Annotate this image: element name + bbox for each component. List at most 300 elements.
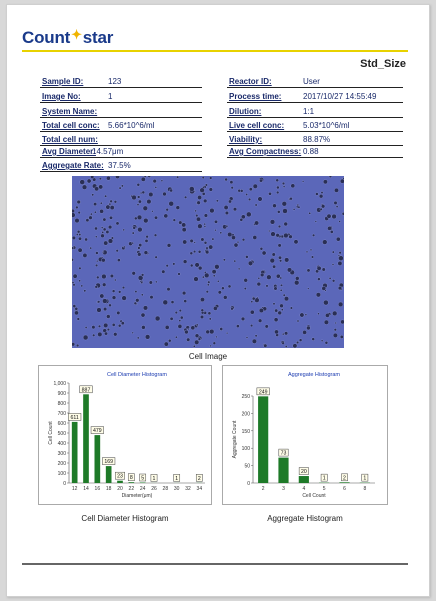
- cell-dot: [293, 344, 297, 348]
- cell-dot: [271, 232, 276, 237]
- cell-dot: [173, 219, 176, 222]
- x-tick-label: 14: [83, 486, 89, 492]
- cell-dot: [233, 207, 237, 211]
- cell-dot: [96, 260, 98, 262]
- cell-dot: [148, 176, 151, 178]
- data-label: 20: [300, 469, 307, 476]
- info-row: [40, 120, 202, 132]
- data-label: 5: [141, 475, 145, 482]
- cell-dot: [274, 330, 278, 334]
- info-row: [227, 120, 403, 132]
- cell-dot: [106, 230, 109, 233]
- cell-dot: [251, 301, 253, 303]
- cell-dot: [338, 261, 342, 265]
- cell-dot: [209, 188, 213, 192]
- info-value: 123: [108, 77, 122, 86]
- info-value: 0.88: [303, 147, 319, 156]
- cell-dot: [86, 219, 89, 222]
- cell-dot: [231, 236, 235, 240]
- x-axis-label: Cell Count: [302, 493, 326, 499]
- cell-dot: [264, 344, 268, 348]
- cell-dot: [266, 285, 269, 288]
- cell-dot: [332, 279, 335, 282]
- cell-dot: [73, 305, 76, 308]
- cell-dot: [119, 187, 121, 189]
- cell-dot: [96, 276, 99, 279]
- cell-dot: [133, 226, 136, 229]
- cell-dot: [79, 233, 81, 235]
- cell-dot: [236, 325, 239, 328]
- cell-dot: [231, 307, 234, 310]
- cell-dot: [283, 294, 285, 296]
- cell-dot: [285, 345, 287, 347]
- cell-dot: [115, 176, 119, 179]
- cell-dot: [320, 208, 323, 211]
- cell-dot: [145, 335, 150, 340]
- cell-dot: [81, 285, 83, 287]
- cell-dot: [171, 301, 174, 304]
- data-label: 1: [152, 475, 156, 482]
- cell-dot: [334, 188, 338, 192]
- cell-dot: [155, 281, 157, 283]
- cell-dot: [107, 328, 110, 331]
- cell-image-caption: Cell Image: [188, 352, 228, 361]
- cell-dot: [319, 194, 323, 198]
- info-label: Total cell num:: [42, 135, 98, 144]
- cell-dot: [137, 196, 140, 199]
- cell-dot: [255, 335, 257, 337]
- cell-dot: [99, 185, 103, 189]
- cell-dot: [163, 192, 167, 196]
- cell-dot: [180, 316, 183, 319]
- logo-text-left: Count: [22, 28, 71, 47]
- info-label: Sample ID:: [42, 77, 84, 86]
- bar: [117, 481, 123, 483]
- cell-dot: [84, 290, 86, 292]
- cell-dot: [132, 195, 137, 200]
- cell-dot: [175, 336, 177, 338]
- cell-dot: [212, 238, 214, 240]
- cell-dot: [272, 265, 275, 268]
- cell-dot: [299, 339, 302, 342]
- cell-dot: [189, 187, 194, 192]
- cell-dot: [270, 258, 275, 263]
- cell-dot: [241, 317, 245, 321]
- cell-dot: [73, 274, 77, 278]
- cell-dot: [307, 269, 310, 272]
- cell-dot: [280, 284, 282, 286]
- cell-dot: [234, 260, 236, 262]
- cell-dot: [213, 275, 215, 277]
- y-tick-label: 0: [247, 481, 250, 487]
- cell-dot: [97, 301, 100, 304]
- cell-dot: [223, 295, 227, 299]
- cell-dot: [134, 302, 137, 305]
- cell-dot: [250, 310, 254, 314]
- cell-dot: [340, 335, 343, 338]
- cell-dot: [166, 264, 169, 267]
- cell-dot: [182, 228, 186, 232]
- cell-dot: [75, 218, 80, 223]
- cell-dot: [249, 188, 252, 191]
- x-tick-label: 3: [282, 486, 285, 492]
- cell-dot: [112, 323, 115, 326]
- cell-dot: [188, 328, 190, 330]
- cell-dot: [94, 211, 96, 213]
- info-row: [40, 91, 202, 103]
- cell-dot: [79, 280, 81, 282]
- cell-dot: [200, 297, 204, 301]
- cell-dot: [231, 186, 234, 189]
- cell-dot: [241, 215, 245, 219]
- info-label: Aggregate Rate:: [42, 161, 104, 170]
- cell-dot: [284, 233, 289, 238]
- cell-dot: [183, 240, 187, 244]
- cell-dot: [141, 294, 143, 296]
- cell-dot: [173, 263, 176, 266]
- info-label: Dilution:: [229, 107, 262, 116]
- cell-dot: [278, 244, 282, 248]
- cell-dot: [253, 184, 258, 189]
- cell-dot: [100, 209, 104, 213]
- cell-dot: [270, 220, 275, 225]
- cell-dot: [200, 315, 204, 319]
- bar: [129, 482, 135, 483]
- cell-dot: [103, 228, 106, 231]
- cell-dot: [198, 266, 202, 270]
- cell-dot: [137, 183, 140, 186]
- x-axis-label: Diameter(μm): [121, 493, 153, 499]
- cell-dot: [161, 180, 163, 182]
- cell-dot: [152, 210, 154, 212]
- cell-dot: [209, 318, 211, 320]
- cell-dot: [289, 235, 293, 239]
- cell-dot: [226, 332, 228, 334]
- cell-dot: [246, 337, 248, 339]
- cell-dot: [143, 206, 148, 211]
- cell-dot: [97, 308, 102, 313]
- chart-title: Aggregate Histogram: [288, 372, 340, 378]
- info-label: Viability:: [229, 135, 263, 144]
- cell-dot: [206, 330, 210, 334]
- cell-dot: [89, 216, 93, 220]
- x-tick-label: 28: [162, 486, 169, 492]
- cell-dot: [198, 338, 201, 341]
- cell-dot: [182, 291, 186, 295]
- cell-dot: [102, 231, 104, 233]
- cell-dot: [184, 330, 188, 334]
- cell-dot: [315, 221, 317, 223]
- cell-dot: [253, 235, 257, 239]
- y-tick-label: 500: [57, 431, 66, 437]
- bar: [140, 483, 146, 484]
- cell-dot: [103, 218, 106, 221]
- cell-dot: [103, 323, 108, 328]
- cell-dot: [311, 256, 314, 259]
- cell-dot: [283, 186, 285, 188]
- cell-dot: [210, 208, 215, 213]
- cell-dot: [72, 247, 74, 250]
- cell-dot: [194, 340, 199, 345]
- cell-dot: [72, 236, 76, 240]
- cell-dot: [329, 277, 331, 279]
- cell-dot: [296, 341, 299, 344]
- cell-dot: [73, 284, 76, 287]
- x-tick-label: 24: [139, 486, 146, 492]
- cell-dot: [139, 243, 142, 246]
- cell-dot: [272, 253, 276, 257]
- cell-dot: [72, 342, 75, 346]
- y-tick-label: 100: [57, 471, 66, 477]
- cell-dot: [143, 306, 148, 311]
- cell-dot: [141, 282, 143, 284]
- cell-dot: [212, 270, 216, 274]
- cell-dot: [176, 176, 178, 178]
- y-tick-label: 1,000: [53, 381, 66, 387]
- cell-dot: [110, 205, 114, 209]
- cell-dot: [138, 247, 141, 250]
- cell-dot: [109, 304, 112, 307]
- x-tick-label: 34: [196, 486, 203, 492]
- cell-dot: [164, 342, 168, 346]
- cell-dot: [134, 217, 137, 220]
- cell-dot: [137, 215, 142, 220]
- cell-dot: [245, 255, 248, 258]
- y-tick-label: 400: [57, 441, 66, 447]
- x-tick-label: 26: [151, 486, 157, 492]
- cell-dot: [117, 311, 121, 315]
- cell-dot: [137, 337, 139, 339]
- cell-dot: [317, 266, 321, 270]
- cell-dot: [138, 200, 141, 203]
- cell-dot: [244, 278, 248, 282]
- cell-dot: [170, 317, 173, 320]
- cell-dot: [106, 176, 110, 180]
- cell-dot: [237, 241, 239, 243]
- cell-dot: [216, 336, 218, 338]
- cell-dot: [302, 181, 304, 183]
- cell-dot: [281, 309, 283, 311]
- cell-dot: [190, 239, 194, 243]
- info-value: 1:1: [303, 107, 315, 116]
- cell-dot: [338, 255, 340, 257]
- cell-dot: [76, 344, 79, 347]
- cell-dot: [106, 315, 110, 319]
- cell-dot: [260, 247, 263, 250]
- cell-dot: [77, 318, 80, 321]
- cell-dot: [82, 185, 87, 190]
- cell-dot: [142, 191, 145, 194]
- cell-dot: [330, 230, 333, 233]
- cell-dot: [101, 258, 105, 262]
- cell-dot: [204, 223, 206, 225]
- cell-dot: [87, 179, 91, 183]
- cell-dot: [305, 314, 307, 316]
- cell-dot: [93, 202, 96, 205]
- data-label: 479: [93, 428, 102, 435]
- aggregate-caption: Aggregate Histogram: [267, 514, 343, 523]
- aggregate-chart-panel: [222, 365, 388, 505]
- cell-dot: [210, 345, 212, 347]
- cell-dot: [141, 325, 145, 329]
- cell-dot: [132, 242, 134, 244]
- cell-dot: [90, 176, 94, 179]
- bar: [258, 396, 268, 483]
- info-value: 2017/10/27 14:55:49: [303, 92, 377, 101]
- cell-dot: [118, 291, 121, 294]
- data-label: 2: [343, 475, 346, 482]
- cell-dot: [197, 195, 201, 199]
- cell-dot: [179, 320, 181, 322]
- cell-dot: [137, 253, 141, 257]
- cell-dot: [112, 290, 115, 293]
- cell-dot: [122, 296, 127, 301]
- cell-dot: [204, 214, 208, 218]
- cell-dot: [98, 332, 103, 337]
- cell-dot: [100, 294, 104, 298]
- cell-dot: [275, 309, 278, 312]
- cell-dot: [138, 227, 143, 232]
- cell-dot: [72, 258, 74, 261]
- cell-dot: [197, 201, 201, 205]
- data-label: 169: [104, 459, 113, 466]
- cell-dot: [276, 186, 279, 189]
- cell-dot: [294, 240, 298, 244]
- cell-dot: [293, 208, 295, 210]
- cell-dot: [259, 308, 264, 313]
- cell-dot: [334, 201, 338, 205]
- cell-dot: [230, 181, 233, 184]
- cell-dot: [332, 311, 337, 316]
- cell-dot: [310, 249, 312, 251]
- cell-dot: [254, 221, 258, 225]
- cell-dot: [178, 324, 182, 328]
- cell-dot: [205, 250, 209, 254]
- info-row: [40, 134, 202, 146]
- cell-dot: [117, 259, 120, 262]
- cell-dot: [246, 193, 248, 195]
- cell-dot: [100, 202, 102, 204]
- cell-dot: [338, 302, 343, 307]
- cell-dot: [283, 209, 288, 214]
- cell-dot: [321, 191, 323, 193]
- cell-dot: [164, 214, 168, 218]
- cell-dot: [277, 210, 280, 213]
- cell-dot: [99, 178, 101, 180]
- info-label: Total cell conc:: [42, 121, 100, 130]
- x-tick-label: 20: [117, 486, 123, 492]
- cell-dot: [135, 290, 137, 292]
- cell-dot: [333, 333, 338, 338]
- cell-dot: [114, 279, 116, 281]
- cell-dot: [306, 326, 310, 330]
- cell-dot: [146, 235, 149, 238]
- cell-dot: [163, 300, 168, 305]
- cell-dot: [325, 313, 329, 317]
- y-tick-label: 150: [241, 428, 250, 435]
- cell-dot: [168, 339, 171, 342]
- cell-dot: [190, 264, 193, 267]
- cell-dot: [200, 188, 205, 193]
- cell-dot: [90, 213, 92, 215]
- cell-dot: [116, 249, 119, 252]
- cell-image: [72, 176, 344, 348]
- cell-dot: [284, 332, 288, 336]
- info-row: [227, 146, 403, 158]
- cell-dot: [322, 286, 326, 290]
- info-row: [40, 106, 202, 118]
- info-label: Process time:: [229, 92, 282, 101]
- cell-dot: [104, 332, 107, 335]
- cell-dot: [101, 227, 103, 229]
- cell-dot: [184, 196, 187, 199]
- cell-dot: [265, 325, 269, 329]
- cell-dot: [262, 251, 266, 255]
- cell-dot: [208, 281, 211, 284]
- cell-dot: [338, 286, 342, 290]
- x-tick-label: 22: [128, 486, 135, 492]
- cell-dot: [297, 320, 299, 322]
- x-tick-label: 6: [343, 486, 346, 492]
- cell-dot: [191, 326, 195, 330]
- y-tick-label: 50: [244, 463, 250, 470]
- cell-dot: [317, 278, 320, 281]
- cell-dot: [195, 334, 199, 338]
- cell-dot: [238, 268, 240, 270]
- cell-dot: [278, 225, 281, 228]
- x-tick-label: 32: [185, 486, 191, 492]
- cell-dot: [113, 332, 117, 336]
- x-tick-label: 8: [363, 486, 367, 492]
- cell-dot: [167, 287, 171, 291]
- cell-dot: [78, 211, 81, 214]
- cell-dot: [190, 252, 193, 255]
- cell-dot: [228, 285, 231, 288]
- cell-dot: [109, 203, 111, 205]
- cell-dot: [284, 258, 289, 263]
- info-value: 5.66*10^6/ml: [108, 121, 155, 130]
- cell-dot: [204, 241, 207, 244]
- cell-dot: [141, 177, 145, 181]
- cell-dot: [76, 206, 79, 209]
- cell-dot: [85, 326, 87, 328]
- info-row: [227, 76, 403, 88]
- cell-dot: [295, 276, 299, 280]
- cell-dot: [109, 216, 112, 219]
- cell-dot: [284, 222, 288, 226]
- cell-dot: [102, 299, 107, 304]
- cell-dot: [342, 212, 344, 215]
- cell-dot: [92, 334, 95, 337]
- cell-image-dots: [72, 176, 344, 348]
- cell-dot: [279, 260, 282, 263]
- cell-dot: [104, 241, 108, 245]
- cell-dot: [83, 335, 88, 340]
- data-label: 2: [197, 475, 201, 482]
- y-axis-label: Aggregate Count: [232, 420, 238, 459]
- y-tick-label: 0: [63, 481, 66, 487]
- data-label: 1: [322, 475, 326, 482]
- cell-dot: [123, 229, 125, 231]
- cell-dot: [141, 274, 144, 277]
- cell-dot: [228, 200, 231, 203]
- cell-dot: [179, 309, 182, 312]
- y-tick-label: 200: [241, 411, 250, 418]
- cell-dot: [224, 205, 228, 209]
- cell-dot: [155, 186, 157, 188]
- cell-dot: [170, 189, 173, 192]
- cell-dot: [282, 182, 285, 185]
